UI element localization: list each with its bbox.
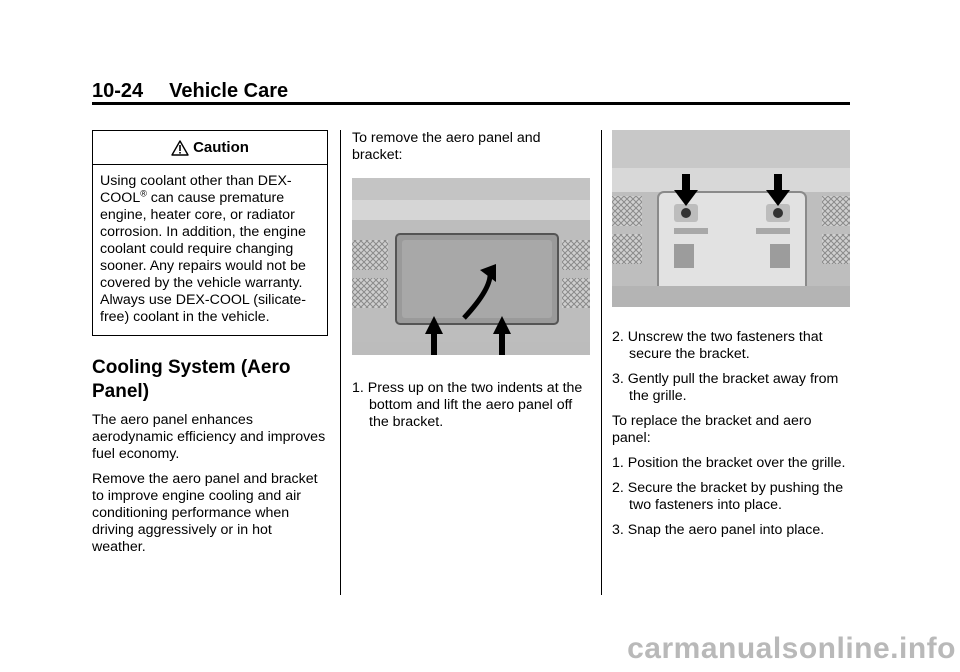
header-rule [92, 102, 850, 105]
replace-step-2: 2. Secure the bracket by pushing the two fasteners into place. [612, 480, 844, 513]
replace-intro: To replace the bracket and aero panel: [612, 413, 812, 446]
site-watermark: carmanualsonline.info [627, 632, 956, 665]
caution-text: Using coolant other than DEX-COOL® can cause premature engine, heater core, or radiator corrosion. In addition, the engine coolant could require changing sooner. Any repairs would not be covered by the vehicle warranty. Always use DEX-COOL (silicate-free) coolant in the vehicle. [100, 173, 307, 325]
caution-triangle-icon [171, 140, 189, 156]
remove-step-3: 3. Gently pull the bracket away from the grille. [612, 371, 839, 404]
chapter-title: Vehicle Care [169, 80, 289, 102]
page-number: 10-24 [92, 80, 144, 102]
caution-box [92, 130, 328, 336]
replace-step-1: 1. Position the bracket over the grille. [612, 455, 846, 471]
column-left [92, 130, 328, 556]
replace-step-3: 3. Snap the aero panel into place. [612, 522, 825, 538]
page-header [92, 80, 288, 103]
caution-header [93, 131, 327, 165]
remove-step-2: 2. Unscrew the two fasteners that secure the bracket. [612, 329, 823, 362]
aero-panel-illustration [352, 178, 590, 355]
registered-mark: ® [140, 188, 147, 199]
section-heading: Cooling System (Aero Panel) [92, 357, 291, 402]
column-middle [352, 130, 590, 431]
column-divider-right [601, 130, 602, 595]
bracket-fasteners-illustration [612, 130, 850, 307]
column-right [612, 130, 850, 539]
remove-step-1: 1. Press up on the two indents at the bottom and lift the aero panel off the bracket. [352, 380, 583, 430]
purpose-paragraph: Remove the aero panel and bracket to improve engine cooling and air conditioning performance when driving aggressively or in hot weather. [92, 471, 318, 555]
column-divider-left [340, 130, 341, 595]
intro-paragraph: The aero panel enhances aerodynamic efficiency and improves fuel economy. [92, 412, 326, 462]
caution-label: Caution [193, 139, 249, 156]
remove-intro: To remove the aero panel and bracket: [352, 130, 541, 163]
